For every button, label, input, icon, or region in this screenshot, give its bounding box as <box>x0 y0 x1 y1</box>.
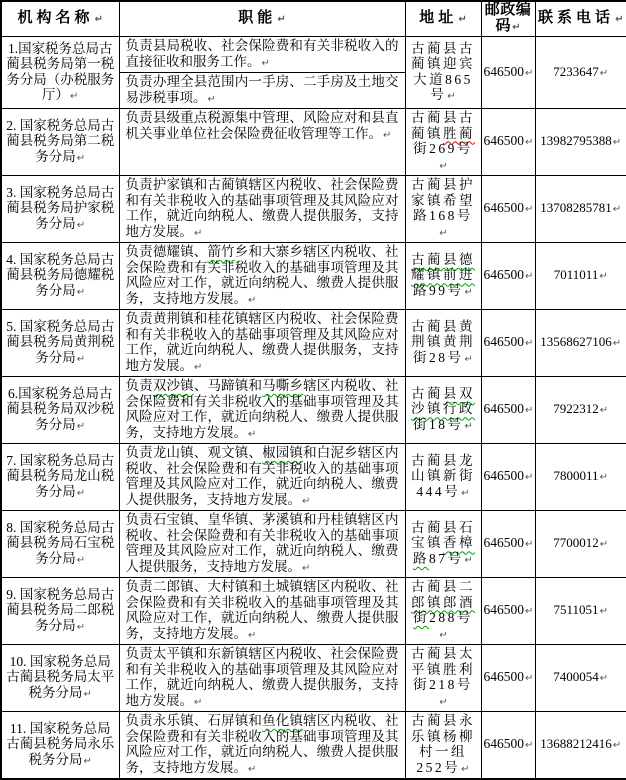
address-cell: 古蔺县石宝镇香樟路87号↵ <box>405 511 481 578</box>
table-header-row <box>1 1 626 37</box>
phone-cell: 13568627106↵ <box>535 310 626 377</box>
table-row <box>1 310 626 377</box>
paragraph-mark: ↵ <box>194 227 203 239</box>
paragraph-mark: ↵ <box>194 361 203 373</box>
function-paragraph: 负责护家镇和古蔺镇辖区内税收、社会保险费和有关非税收入的基础事项管理及其风险应对工作，就近向纳税人、缴费人提供服务，支持地方发展。↵ <box>125 177 399 239</box>
header-cell-postal-code: 邮政编码↵ <box>481 1 535 37</box>
paragraph-mark: ↵ <box>599 67 609 79</box>
address-cell: 古蔺县古蔺镇胜蔺街269号↵ <box>405 109 481 176</box>
address-cell: 古蔺县双沙镇行政街18号↵ <box>405 377 481 444</box>
paragraph-mark: ↵ <box>599 673 609 685</box>
org-name-cell: 7. 国家税务总局古蔺县税务局龙山税务分局↵ <box>1 444 119 511</box>
paragraph-mark: ↵ <box>76 621 86 633</box>
paragraph-mark: ↵ <box>248 629 257 641</box>
paragraph-mark: ↵ <box>599 606 608 618</box>
paragraph-mark: ↵ <box>70 91 79 102</box>
postal-code-cell: 646500↵ <box>481 444 535 511</box>
postal-code-cell: 646500↵ <box>481 511 535 578</box>
spellcheck-underline: 古蔺县德耀镇前进 <box>411 251 475 283</box>
phone-cell: 13982795388↵ <box>535 109 626 176</box>
paragraph-mark: ↵ <box>525 338 534 350</box>
address-cell: 古蔺县太平镇胜利街218号↵ <box>405 645 481 712</box>
paragraph-mark: ↵ <box>525 606 534 618</box>
paragraph-mark: ↵ <box>612 338 622 350</box>
postal-code-cell: 646500↵ <box>481 310 535 377</box>
spellcheck-underline: 县双沙镇行政 <box>411 385 475 417</box>
function-paragraph: 负责县局税收、社会保险费和有关非税收入的直接征收和服务工作。↵ <box>125 38 399 69</box>
paragraph-mark: ↵ <box>76 219 86 231</box>
spellcheck-underline: 马嘶乡 <box>262 378 304 393</box>
paragraph-mark: ↵ <box>207 93 216 105</box>
paragraph-mark: ↵ <box>599 539 609 551</box>
phone-cell: 7800011↵ <box>535 444 626 511</box>
paragraph-mark: ↵ <box>248 763 257 775</box>
paragraph-mark: ↵ <box>525 472 534 484</box>
paragraph-mark: ↵ <box>439 160 448 172</box>
function-cell <box>119 37 405 109</box>
phone-cell: 7922312↵ <box>535 377 626 444</box>
paragraph-mark: ↵ <box>76 487 86 499</box>
postal-code-cell: 646500↵ <box>481 377 535 444</box>
phone-cell: 7400054↵ <box>535 645 626 712</box>
function-paragraph: 负责办理全县范围内一手房、二手房及土地交易涉税事项。↵ <box>120 72 405 108</box>
function-cell <box>119 578 405 645</box>
paragraph-mark: ↵ <box>464 286 473 298</box>
paragraph-mark: ↵ <box>76 420 86 432</box>
paragraph-mark: ↵ <box>447 91 456 102</box>
phone-cell: 7011011↵ <box>535 243 626 310</box>
org-name-cell: 11. 国家税务总局古蔺县税务局永乐税务分局↵ <box>1 712 119 780</box>
paragraph-mark: ↵ <box>439 696 448 708</box>
table-row <box>1 109 626 176</box>
paragraph-mark: ↵ <box>439 227 448 239</box>
paragraph-mark: ↵ <box>525 271 534 283</box>
address-cell: 古蔺县黄荆镇黄荆街28号↵ <box>405 310 481 377</box>
table-row <box>1 37 626 109</box>
function-paragraph: 负责龙山镇、观文镇、椒园镇和白泥乡辖区内税收、社会保险费和有关非税收入的基础事项管理及其风险应对工作，就近向纳税人、缴费人提供服务，支持地方发展。↵ <box>125 445 399 507</box>
function-paragraph: 负责石宝镇、皇华镇、茅溪镇和丹桂镇辖区内税收、社会保险费和有关非税收入的基础事项管理及其风险应对工作，就近向纳税人、缴费人提供服务，支持地方发展。↵ <box>125 512 399 574</box>
paragraph-mark: ↵ <box>439 629 448 641</box>
table-row <box>1 243 626 310</box>
function-cell <box>119 645 405 712</box>
function-cell <box>119 109 405 176</box>
table-row <box>1 578 626 645</box>
paragraph-mark: ↵ <box>248 294 257 306</box>
paragraph-mark: ↵ <box>615 14 624 25</box>
table-body <box>1 37 626 780</box>
address-cell: 古蔺县二郎镇郎酒街288号↵ <box>405 578 481 645</box>
table-row <box>1 712 626 780</box>
function-paragraph: 负责黄荆镇和桂花镇辖区内税收、社会保险费和有关非税收入的基础事项管理及其风险应对工作，就近向纳税人、缴费人提供服务，支持地方发展。↵ <box>125 311 399 373</box>
spellcheck-underline: 郎镇郎酒街 <box>411 594 475 625</box>
function-cell <box>119 243 405 310</box>
function-cell <box>119 176 405 243</box>
org-name-cell: 10. 国家税务总局古蔺县税务局太平税务分局↵ <box>1 645 119 712</box>
function-paragraph: 负责永乐镇、石屏镇和鱼化镇辖区内税收、社会保险费和有关非税收入的基础事项管理及其风险应对工作，就近向纳税人、缴费人提供服务，支持地方发展。↵ <box>125 713 399 775</box>
spellcheck-underline: 香樟路 <box>413 535 475 566</box>
function-paragraph: 负责德耀镇、箭竹乡和大寨乡辖区内税收、社会保险费和有关非税收入的基础事项管理及其风险应对工作，就近向纳税人、缴费人提供服务，支持地方发展。↵ <box>125 244 399 306</box>
postal-code-cell: 646500↵ <box>481 712 535 780</box>
paragraph-mark: ↵ <box>83 688 92 700</box>
postal-code-cell: 646500↵ <box>481 243 535 310</box>
org-name-cell: 9. 国家税务总局古蔺县税务局二郎税务分局↵ <box>1 578 119 645</box>
function-paragraph: 负责双沙镇、马蹄镇和马嘶乡辖区内税收、社会保险费和有关非税收入的基础事项管理及其风险应对工作，就近向纳税人、缴费人提供服务，支持地方发展。↵ <box>125 378 399 440</box>
paragraph-mark: ↵ <box>525 405 534 417</box>
spellcheck-underline: 箭竹 <box>207 244 235 259</box>
spellcheck-underline: 鱼化镇 <box>262 713 304 728</box>
paragraph-mark: ↵ <box>525 137 534 149</box>
paragraph-mark: ↵ <box>461 487 470 499</box>
paragraph-mark: ↵ <box>525 740 534 752</box>
address-cell: 古蔺县德耀镇前进路99号↵ <box>405 243 481 310</box>
paragraph-mark: ↵ <box>76 554 86 566</box>
phone-cell: 7233647↵ <box>535 37 626 109</box>
paragraph-mark: ↵ <box>248 428 257 440</box>
function-cell <box>119 511 405 578</box>
function-paragraph: 负责太平镇和东新镇辖区内税收、社会保险费和有关非税收入的基础事项管理及其风险应对工作，就近向纳税人、缴费人提供服务，支持地方发展。↵ <box>125 646 399 708</box>
paragraph-mark: ↵ <box>94 14 103 25</box>
paragraph-mark: ↵ <box>76 353 86 365</box>
table-row <box>1 645 626 712</box>
address-cell: 古蔺县护家镇希望路168号↵ <box>405 176 481 243</box>
table-row <box>1 444 626 511</box>
paragraph-mark: ↵ <box>599 472 608 484</box>
table-row <box>1 176 626 243</box>
spellcheck-underline: 双沙镇 <box>152 378 194 393</box>
postal-code-cell: 646500↵ <box>481 37 535 109</box>
paragraph-mark: ↵ <box>76 286 86 298</box>
paragraph-mark: ↵ <box>464 420 473 432</box>
paragraph-mark: ↵ <box>464 554 473 566</box>
paragraph-mark: ↵ <box>512 22 521 33</box>
postal-code-cell: 646500↵ <box>481 645 535 712</box>
address-cell: 古蔺县永乐镇杨柳村一组252号↵ <box>405 712 481 780</box>
postal-code-cell: 646500↵ <box>481 176 535 243</box>
header-cell-address: 地址↵ <box>405 1 481 37</box>
org-name-cell: 5. 国家税务总局古蔺县税务局黄荆税务分局↵ <box>1 310 119 377</box>
postal-code-cell: 646500↵ <box>481 578 535 645</box>
function-paragraph: 负责二郎镇、大村镇和土城镇辖区内税收、社会保险费和有关非税收入的基础事项管理及其风险应对工作，就近向纳税人、缴费人提供服务，支持地方发展。↵ <box>125 579 399 641</box>
paragraph-mark: ↵ <box>302 562 311 574</box>
table-row <box>1 377 626 444</box>
postal-code-cell: 646500↵ <box>481 109 535 176</box>
address-cell: 古蔺县龙山镇新街444号↵ <box>405 444 481 511</box>
paragraph-mark: ↵ <box>525 539 534 551</box>
paragraph-mark: ↵ <box>612 137 622 149</box>
paragraph-mark: ↵ <box>599 405 609 417</box>
function-cell <box>119 444 405 511</box>
address-cell: 古蔺县古蔺镇迎宾大道865号↵ <box>405 37 481 109</box>
paragraph-mark: ↵ <box>194 696 203 708</box>
header-cell-function: 职能↵ <box>119 1 405 37</box>
spellcheck-underline: 胜蔺 <box>443 125 475 141</box>
header-cell-phone: 联系电话↵ <box>535 1 626 37</box>
paragraph-mark: ↵ <box>76 152 86 164</box>
spellcheck-underline: 椒园镇 <box>262 445 304 460</box>
function-cell <box>119 712 405 780</box>
org-name-cell: 3. 国家税务总局古蔺县税务局护家税务分局↵ <box>1 176 119 243</box>
org-name-cell: 2. 国家税务总局古蔺县税务局第二税务分局↵ <box>1 109 119 176</box>
paragraph-mark: ↵ <box>525 67 534 79</box>
paragraph-mark: ↵ <box>612 740 622 752</box>
function-cell <box>119 310 405 377</box>
paragraph-mark: ↵ <box>599 271 608 283</box>
phone-cell: 7700012↵ <box>535 511 626 578</box>
paragraph-mark: ↵ <box>277 14 286 25</box>
phone-cell: 13708285781↵ <box>535 176 626 243</box>
org-name-cell: 4. 国家税务总局古蔺县税务局德耀税务分局↵ <box>1 243 119 310</box>
table-row <box>1 511 626 578</box>
phone-cell: 13688212416↵ <box>535 712 626 780</box>
paragraph-mark: ↵ <box>261 57 270 69</box>
paragraph-mark: ↵ <box>458 14 467 25</box>
paragraph-mark: ↵ <box>525 204 534 216</box>
phone-cell: 7511051↵ <box>535 578 626 645</box>
header-cell-org-name: 机构名称↵ <box>1 1 119 37</box>
paragraph-mark: ↵ <box>612 204 622 216</box>
org-name-cell: 6.国家税务总局古蔺县税务局双沙税务分局↵ <box>1 377 119 444</box>
paragraph-mark: ↵ <box>302 495 311 507</box>
paragraph-mark: ↵ <box>383 129 392 141</box>
paragraph-mark: ↵ <box>464 353 473 365</box>
paragraph-mark: ↵ <box>461 763 470 775</box>
paragraph-mark: ↵ <box>83 755 92 767</box>
function-paragraph: 负责县级重点税源集中管理、风险应对和县直机关事业单位社会保险费征收管理等工作。↵ <box>125 110 399 141</box>
org-name-cell: 1.国家税务总局古蔺县税务局第一税务分局（办税服务厅）↵ <box>1 37 119 109</box>
paragraph-mark: ↵ <box>525 673 534 685</box>
org-name-cell: 8. 国家税务总局古蔺县税务局石宝税务分局↵ <box>1 511 119 578</box>
function-cell <box>119 377 405 444</box>
